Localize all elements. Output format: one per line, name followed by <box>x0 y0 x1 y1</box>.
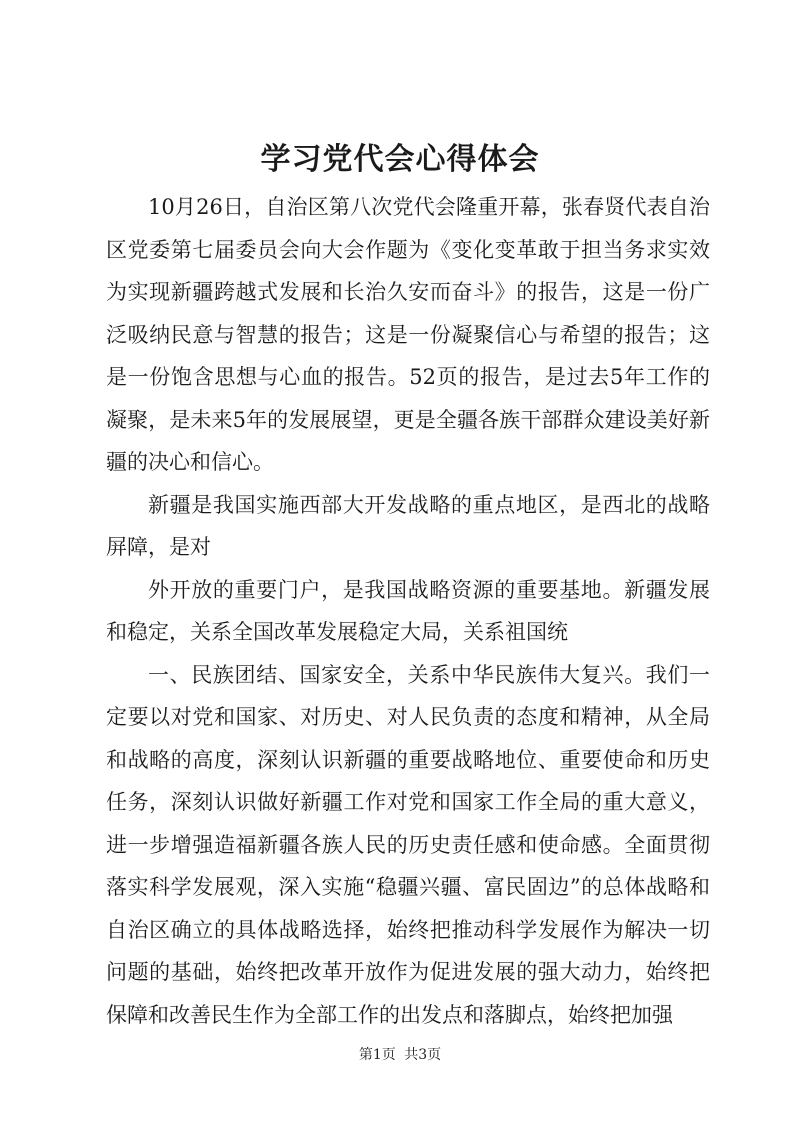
page-total: 共3页 <box>404 1047 442 1063</box>
document-body <box>106 186 710 1036</box>
page-number: 第1页 <box>358 1047 396 1063</box>
page-title: 学习党代会心得体会 <box>260 142 540 177</box>
paragraph-2: 新疆是我国实施西部大开发战略的重点地区，是西北的战略屏障，是对 <box>106 492 710 559</box>
page-footer <box>0 1045 800 1065</box>
paragraph-3: 外开放的重要门户，是我国战略资源的重要基地。新疆发展和稳定，关系全国改革发展稳定大局，关系祖国统 <box>106 577 710 644</box>
paragraph-1: 10月26日，自治区第八次党代会隆重开幕，张春贤代表自治区党委第七届委员会向大会作题为《变化变革敢于担当务求实效为实现新疆跨越式发展和长治久安而奋斗》的报告，这是一份广泛吸纳民意与智慧的报告；这是一份凝聚信心与希望的报告；这是一份饱含思想与心血的报告。52页的报告，是过去5年工作的凝聚，是未来5年的发展展望，更是全疆各族干部群众建设美好新疆的决心和信心。 <box>106 195 710 474</box>
paragraph-4: 一、民族团结、国家安全，关系中华民族伟大复兴。我们一定要以对党和国家、对历史、对人民负责的态度和精神，从全局和战略的高度，深刻认识新疆的重要战略地位、重要使命和历史任务，深刻认识做好新疆工作对党和国家工作全局的重大意义，进一步增强造福新疆各族人民的历史责任感和使命感。全面贯彻落实科学发展观，深入实施“稳疆兴疆、富民固边”的总体战略和自治区确立的具体战略选择，始终把推动科学发展作为解决一切问题的基础，始终把改革开放作为促进发展的强大动力，始终把保障和改善民生作为全部工作的出发点和落脚点，始终把加强 <box>106 662 710 1027</box>
